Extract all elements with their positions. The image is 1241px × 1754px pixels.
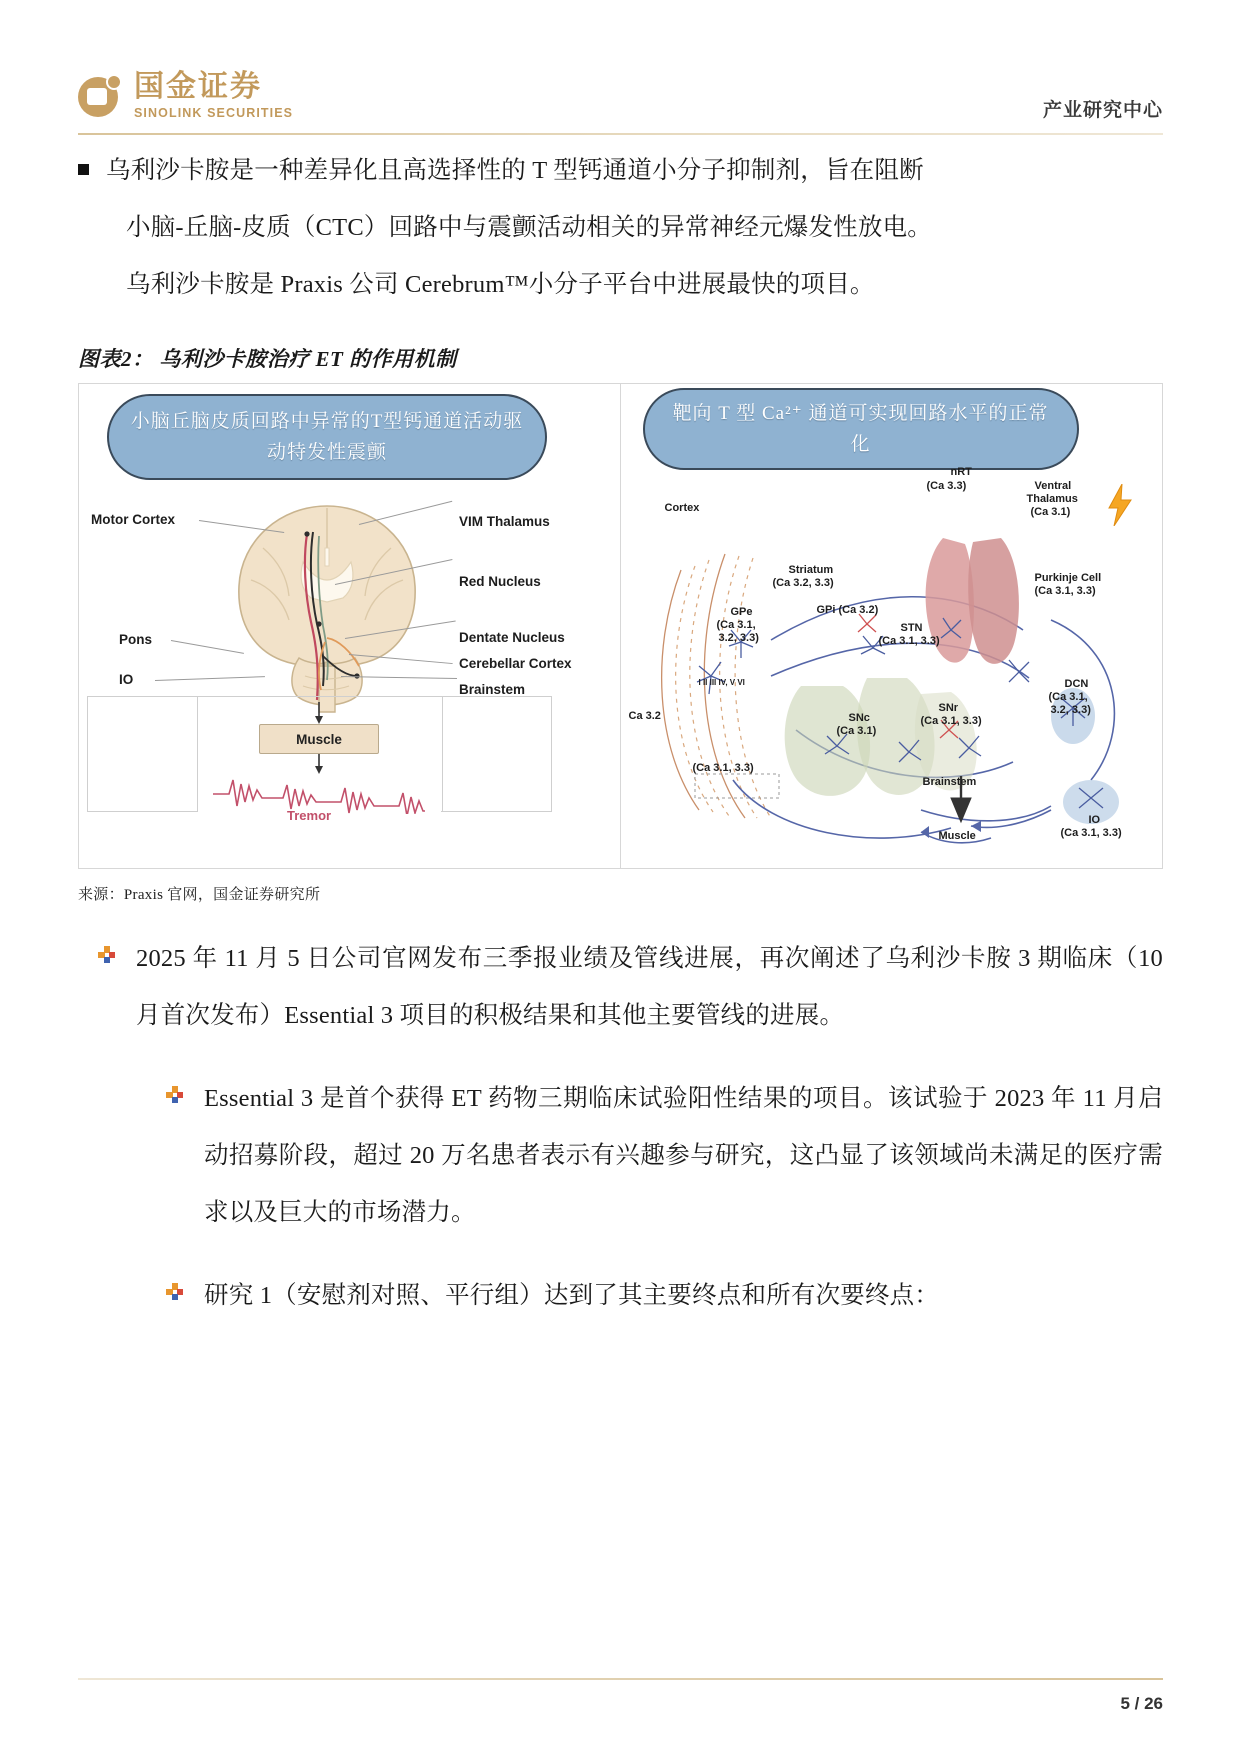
label-circuit-muscle: Muscle <box>938 830 976 842</box>
logo-english-name: SINOLINK SECURITIES <box>134 106 294 120</box>
label-cortical-layers: I II III IV, V VI <box>698 678 745 687</box>
label-cav32: Ca 3.2 <box>628 710 661 722</box>
diamond-bullet-icon-3 <box>166 1283 183 1300</box>
logo-text <box>134 72 293 120</box>
label-purkinje-cell: Purkinje Cell <box>1034 572 1102 584</box>
down-arrow-icon-2 <box>307 754 331 776</box>
page-number: 5 / 26 <box>1120 1694 1163 1713</box>
label-dcn-sub2: 3.2, 3.3) <box>1050 704 1091 716</box>
label-gpi: GPi (Ca 3.2) <box>816 604 879 616</box>
figure-left-panel <box>79 384 621 868</box>
left-frame-decoration <box>87 696 198 812</box>
footer-divider <box>78 1678 1163 1680</box>
intro-line-2: 小脑-丘脑-皮质（CTC）回路中与震颤活动相关的异常神经元爆发性放电。 <box>126 214 932 241</box>
label-tremor: Tremor <box>287 808 332 823</box>
muscle-box: Muscle <box>259 724 379 754</box>
label-gpe-sub2: 3.2, 3.3) <box>718 632 759 644</box>
label-nrt: nRT <box>950 466 972 478</box>
label-gpe-sub1: (Ca 3.1, <box>716 619 756 631</box>
label-cav-bottom: (Ca 3.1, 3.3) <box>692 762 754 774</box>
diamond-bullet-icon-2 <box>166 1086 183 1103</box>
label-circuit-io-sub: (Ca 3.1, 3.3) <box>1060 827 1122 839</box>
label-pons: Pons <box>119 632 153 647</box>
left-callout-bubble: 小脑丘脑皮质回路中异常的T型钙通道活动驱动特发性震颤 <box>107 394 547 480</box>
brain-anatomy-svg <box>207 490 447 720</box>
label-dcn: DCN <box>1064 678 1089 690</box>
label-cortex: Cortex <box>664 502 700 514</box>
label-ventral-thalamus-sub: (Ca 3.1) <box>1030 506 1071 518</box>
label-snr: SNr <box>938 702 959 714</box>
label-stn: STN <box>900 622 923 634</box>
label-brainstem: Brainstem <box>459 682 526 697</box>
label-dentate-nucleus: Dentate Nucleus <box>459 630 565 645</box>
figure-2-container <box>78 383 1163 869</box>
down-arrow-icon <box>307 702 331 726</box>
label-cerebellar-cortex: Cerebellar Cortex <box>459 656 572 671</box>
bullet-section-1 <box>78 930 1163 1044</box>
figure-caption: 图表2： 乌利沙卡胺治疗 ET 的作用机制 <box>78 347 457 371</box>
company-logo <box>78 72 293 120</box>
label-dcn-sub1: (Ca 3.1, <box>1048 691 1088 703</box>
label-ventral-thalamus-2: Thalamus <box>1026 493 1078 505</box>
diamond-bullet-icon <box>98 946 115 963</box>
figure-source: 来源：Praxis 官网，国金证券研究所 <box>78 887 321 903</box>
bullet-text-2: Essential 3 是首个获得 ET 药物三期临床试验阳性结果的项目。该试验于 2023 年 11 月启动招募阶段，超过 20 万名患者表示有兴趣参与研究，这凸显了该领域尚未满足的医疗需求以及巨大的市场潜力。 <box>204 1085 1163 1226</box>
header-department-title: 产业研究中心 <box>1042 100 1163 121</box>
bullet-section-2 <box>78 1070 1163 1241</box>
label-gpe: GPe <box>730 606 753 618</box>
intro-line-3: 乌利沙卡胺是 Praxis 公司 Cerebrum™小分子平台中进展最快的项目。 <box>126 271 875 298</box>
label-io: IO <box>119 672 134 687</box>
label-circuit-brainstem: Brainstem <box>922 776 977 788</box>
label-stn-sub: (Ca 3.1, 3.3) <box>878 635 940 647</box>
label-motor-cortex: Motor Cortex <box>91 512 175 527</box>
label-striatum-sub: (Ca 3.2, 3.3) <box>772 577 834 589</box>
label-nrt-sub: (Ca 3.3) <box>926 480 967 492</box>
sinolink-logo-icon <box>78 74 122 118</box>
logo-chinese-name: 国金证券 <box>134 70 262 103</box>
right-callout-bubble: 靶向 T 型 Ca²⁺ 通道可实现回路水平的正常化 <box>643 388 1079 470</box>
label-snc: SNc <box>848 712 870 724</box>
page-header <box>0 0 1241 135</box>
label-striatum: Striatum <box>788 564 834 576</box>
label-circuit-io: IO <box>1088 814 1101 826</box>
label-snr-sub: (Ca 3.1, 3.3) <box>920 715 982 727</box>
page-content <box>78 142 1163 1324</box>
bullet-text-3: 研究 1（安慰剂对照、平行组）达到了其主要终点和所有次要终点： <box>204 1282 940 1309</box>
square-bullet-icon <box>78 164 89 175</box>
label-purkinje-sub: (Ca 3.1, 3.3) <box>1034 585 1096 597</box>
label-red-nucleus: Red Nucleus <box>459 574 541 589</box>
circuit-svg <box>621 480 1163 868</box>
bullet-text-1: 2025 年 11 月 5 日公司官网发布三季报业绩及管线进展，再次阐述了乌利沙卡胺 3 期临床（10 月首次发布）Essential 3 项目的积极结果和其他主要管线的进展。 <box>136 945 1163 1029</box>
bullet-section-3 <box>78 1267 1163 1324</box>
figure-right-panel <box>621 384 1163 868</box>
label-snc-sub: (Ca 3.1) <box>836 725 877 737</box>
brain-illustration <box>79 488 620 868</box>
label-ventral-thalamus: Ventral <box>1034 480 1072 492</box>
intro-paragraph <box>78 142 1163 313</box>
lightning-bolt-icon <box>1107 484 1133 526</box>
header-divider <box>78 133 1163 135</box>
circuit-illustration <box>621 466 1163 868</box>
intro-line-1: 乌利沙卡胺是一种差异化且高选择性的 T 型钙通道小分子抑制剂，旨在阻断 <box>106 157 924 184</box>
label-vim-thalamus: VIM Thalamus <box>459 514 550 529</box>
right-frame-decoration <box>441 696 552 812</box>
